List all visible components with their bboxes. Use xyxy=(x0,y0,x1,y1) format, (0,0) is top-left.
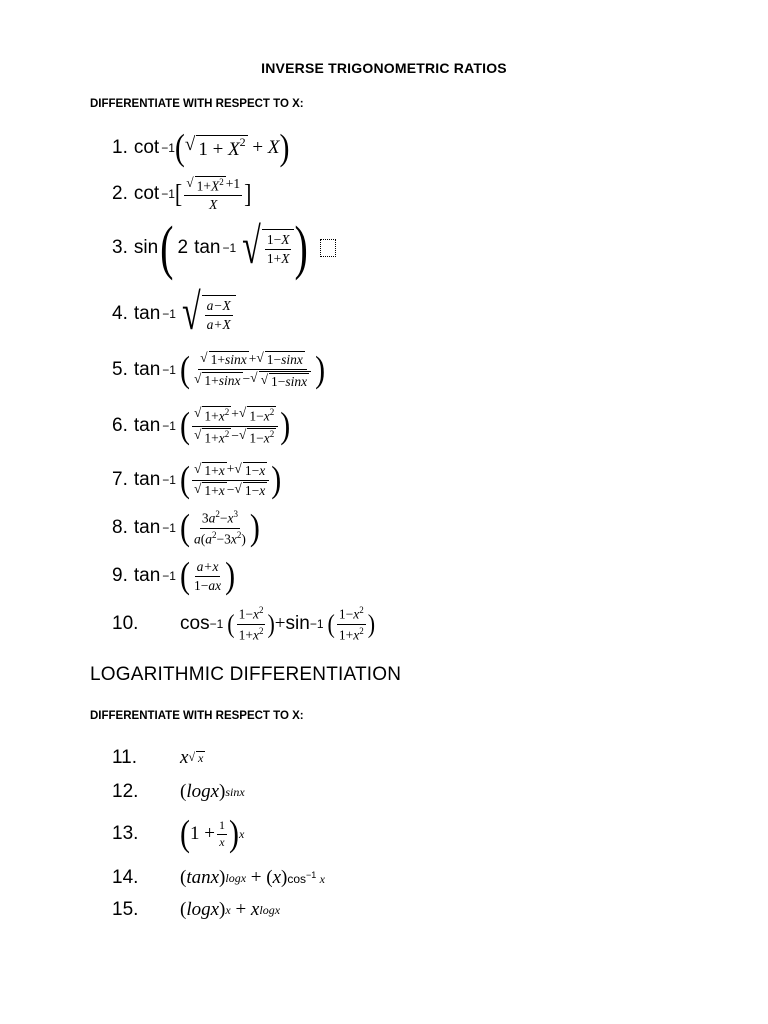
inverse-exponent: −1 xyxy=(161,187,175,201)
equation-placeholder-box xyxy=(320,239,336,257)
problem-15: 15. (logx) x + x logx xyxy=(112,899,281,920)
problem-number: 9. xyxy=(112,565,128,586)
problem-number: 7. xyxy=(112,469,128,490)
problem-number: 2. xyxy=(112,183,128,204)
sqrt-expression: √ $\frac{1-X}{1+X}$ xyxy=(242,229,294,267)
fraction: √ $1+x^2$ + √ $1-x^2$ √ $1+x^2$ − √ $1-x^2$ xyxy=(192,406,278,445)
problem-5: 5. tan −1 ( √ 1+sinx + √ 1−sinx √ 1+sinx − √ √ 1−sinx ) xyxy=(112,348,326,390)
problem-7: 7. tan −1 ( √ 1+x + √ 1−x √ 1+x − √ 1−x ) xyxy=(112,458,282,500)
function-name: sin xyxy=(133,237,159,258)
problem-3: 3. sin ( 2 tan −1 √ $\frac{1-X}{1+X}$ ) xyxy=(112,218,336,278)
problem-12: 12. (logx) sinx xyxy=(112,781,245,802)
problem-2: 2. cot −1 [ √ $1+X^2$ +1 X ] xyxy=(112,174,252,212)
page-title: INVERSE TRIGONOMETRIC RATIOS xyxy=(261,60,507,76)
problem-1: 1. cot −1 ( √ $1 + X^2$ + X ) xyxy=(112,126,290,168)
problem-9: 9. tan −1 ( $\frac{a+x}{1-ax}$ ) xyxy=(112,554,236,596)
function-name: cot xyxy=(133,137,160,158)
problem-number: 4. xyxy=(112,303,128,324)
problem-4: 4. tan −1 √ $\frac{a-X}{a+X}$ xyxy=(112,284,236,344)
problem-number: 1. xyxy=(112,137,128,158)
problem-number: 15. xyxy=(112,899,139,920)
problem-number: 3. xyxy=(112,237,128,258)
problem-number: 8. xyxy=(112,517,128,538)
problem-number: 5. xyxy=(112,359,128,380)
function-name: sin xyxy=(285,613,310,634)
problem-number: 13. xyxy=(112,823,139,844)
section-heading: LOGARITHMIC DIFFERENTIATION xyxy=(90,664,402,685)
fraction: √ 1+x + √ 1−x √ 1+x − √ 1−x xyxy=(192,461,269,498)
problem-13: 13. ( 1 + $\frac{1}{x}$ ) x xyxy=(112,812,245,854)
inner-function-name: tan xyxy=(194,237,221,258)
problem-14: 14. (tanx) logx + (x) $\cos^{-1} x$ xyxy=(112,867,325,888)
fraction: $\frac{a+x}{1-ax}$ xyxy=(193,558,222,593)
problem-number: 12. xyxy=(112,781,139,802)
instruction-heading-1: DIFFERENTIATE WITH RESPECT TO X: xyxy=(90,98,304,110)
instruction-heading-2: DIFFERENTIATE WITH RESPECT TO X: xyxy=(90,710,304,722)
problem-number: 6. xyxy=(112,415,128,436)
function-name: cos xyxy=(180,613,210,634)
function-name: tan xyxy=(133,565,161,586)
function-name: tan xyxy=(133,359,161,380)
inverse-exponent: −1 xyxy=(161,141,175,155)
problem-8: 8. tan −1 ( $\frac{3a^2-x^3}{a(a^2-3x^2)}$ ) xyxy=(112,506,260,548)
problem-number: 14. xyxy=(112,867,139,888)
problem-number: 11. xyxy=(112,747,138,768)
function-name: tan xyxy=(133,303,161,324)
problem-10: 10. cos −1 ( $\frac{1-x^2}{1+x^2}$ ) + sin −1 ( $\frac{1-x^2}{1+x^2}$ ) xyxy=(112,605,376,642)
fraction: $\frac{1-x^2}{1+x^2}$ xyxy=(338,605,364,642)
sqrt-expression: √ $\frac{a-X}{a+X}$ xyxy=(182,295,236,333)
fraction: √ $1+X^2$ +1 X xyxy=(186,174,241,212)
problem-11: 11. x √ x xyxy=(112,747,204,768)
problem-number: 10. xyxy=(112,613,139,634)
function-name: tan xyxy=(133,469,161,490)
problem-6: 6. tan −1 ( √ $1+x^2$ + √ $1-x^2$ √ $1+x^2$ − √ $1-x^2$ ) xyxy=(112,404,291,446)
fraction: √ 1+sinx + √ 1−sinx √ 1+sinx − √ √ 1−sinx xyxy=(192,351,313,389)
function-name: tan xyxy=(133,415,161,436)
open-paren: ( xyxy=(174,126,185,168)
fraction: $\frac{1-x^2}{1+x^2}$ xyxy=(238,605,264,642)
sqrt-expression: √ $1 + X^2$ xyxy=(184,134,246,161)
close-paren: ) xyxy=(279,126,290,168)
function-name: tan xyxy=(133,517,161,538)
fraction: $\frac{3a^2-x^3}{a(a^2-3x^2)}$ xyxy=(193,509,246,546)
function-name: cot xyxy=(133,183,160,204)
